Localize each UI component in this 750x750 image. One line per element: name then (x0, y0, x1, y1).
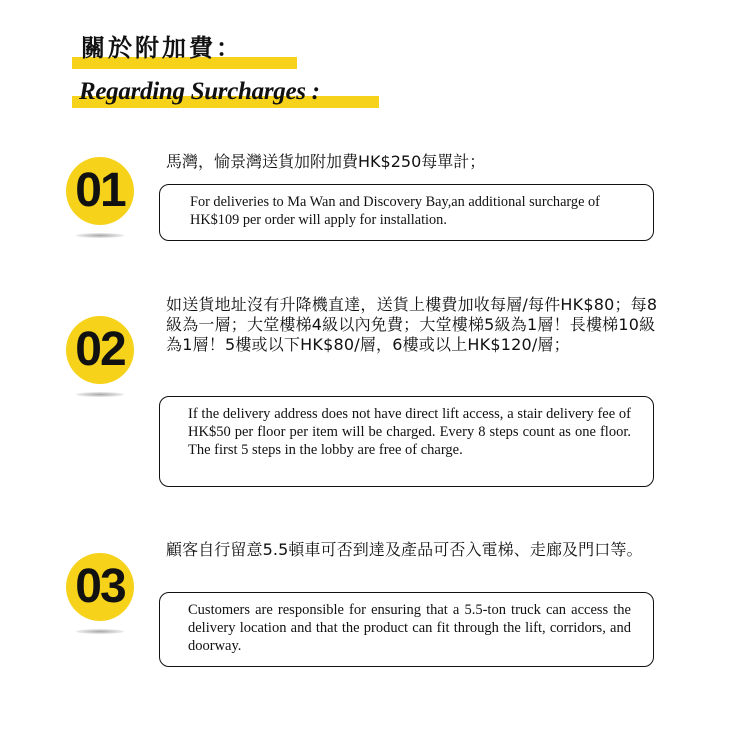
badge-shadow (76, 233, 124, 238)
number-badge-03 (66, 553, 134, 621)
item-01-text-zh: 馬灣，愉景灣送貨加附加費HK$250每單計； (166, 152, 486, 171)
badge-number: 01 (75, 164, 125, 217)
badge-number: 02 (75, 323, 125, 376)
badge-number: 03 (75, 560, 125, 613)
item-02-text-zh: 如送貨地址沒有升降機直達，送貨上樓費加收每層/每件HK$80；每8級為一層；大堂樓梯4級以內免費；大堂樓梯5級為1層！長樓梯10級為1層！5樓或以下HK$80/層，6樓或以上HK$120/層； (166, 295, 658, 354)
number-badge-01 (66, 157, 134, 225)
number-badge-02 (66, 316, 134, 384)
page-title-en: Regarding Surcharges : (79, 78, 320, 105)
badge-shadow (76, 629, 124, 634)
page-title-zh: 關於附加費： (81, 34, 243, 62)
badge-shadow (76, 392, 124, 397)
item-03-english-box (159, 592, 654, 667)
item-03-text-en: Customers are responsible for ensuring that a 5.5-ton truck can access the delivery location and that the product can fit through the lift, corridors, and doorway. (188, 602, 631, 654)
item-01-english-box (159, 184, 654, 241)
item-02-text-en: If the delivery address does not have direct lift access, a stair delivery fee of HK$50 per floor per item will be charged. Every 8 steps count as one floor. The first 5 steps in the lobby are free of charge. (188, 406, 631, 458)
item-01-text-en: For deliveries to Ma Wan and Discovery Bay,an additional surcharge of HK$109 per order will apply for installation. (190, 194, 600, 228)
item-03-text-zh: 顧客自行留意5.5頓車可否到達及產品可否入電梯、走廊及門口等。 (166, 540, 643, 559)
item-02-english-box (159, 396, 654, 487)
